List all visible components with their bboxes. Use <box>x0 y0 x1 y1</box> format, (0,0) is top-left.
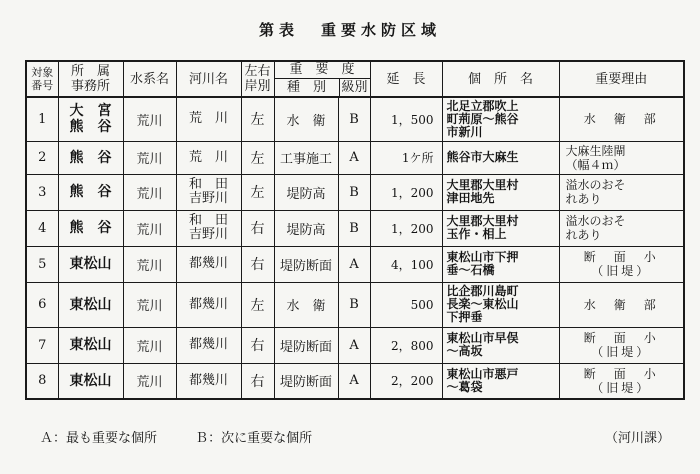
cell-reason-line: 水 衛 部 <box>583 297 659 312</box>
cell-length: 2，800 <box>370 327 442 363</box>
cell-reason <box>559 141 684 174</box>
header-office: 所 属 事務所 <box>58 61 123 97</box>
header-location: 個 所 名 <box>442 61 559 97</box>
cell-office-line: 熊 谷 <box>69 220 112 236</box>
cell-office-line: 熊 谷 <box>69 149 112 166</box>
cell-num: 1 <box>26 97 58 141</box>
cell-kind: 堤防断面 <box>274 246 338 282</box>
cell-location-line: 熊谷市大麻生 <box>446 150 519 164</box>
source-note: （河川課） <box>604 431 670 446</box>
cell-length: 4，100 <box>370 246 442 282</box>
cell-location-line: 大里郡大里村 <box>446 214 519 228</box>
header-river: 河川名 <box>176 61 241 97</box>
cell-side: 右 <box>241 327 274 363</box>
cell-office-line: 熊 谷 <box>69 119 112 136</box>
cell-location-line: 東松山市悪戸 <box>446 366 519 381</box>
cell-river-line: 都幾川 <box>188 372 228 388</box>
cell-office <box>58 141 123 174</box>
legend <box>40 427 346 446</box>
cell-office <box>58 246 123 282</box>
cell-reason-line: れあり <box>565 228 602 242</box>
cell-side: 左 <box>241 174 274 210</box>
cell-level: A <box>338 363 370 399</box>
cell-river <box>176 363 241 399</box>
cell-location-line: 東松山市下押 <box>446 250 519 264</box>
cell-location <box>442 246 559 282</box>
cell-location-line: 比企郡川島町 <box>446 284 519 298</box>
cell-reason <box>559 327 684 363</box>
table-row <box>26 363 684 399</box>
cell-reason-line: （幅４ｍ） <box>565 157 626 172</box>
cell-kind: 水 衛 <box>274 282 338 327</box>
cell-location-line: 津田地先 <box>446 191 495 205</box>
cell-river <box>176 141 241 174</box>
cell-level: B <box>338 282 370 327</box>
cell-reason-line: （旧堤） <box>591 345 652 359</box>
cell-river <box>176 327 241 363</box>
title-part1: 第表 <box>258 21 299 39</box>
cell-water-system: 荒川 <box>123 210 176 246</box>
cell-reason-line: れあり <box>565 192 602 206</box>
cell-kind: 堤防高 <box>274 174 338 210</box>
table-row <box>26 282 684 327</box>
cell-location-line: 町荊原～熊谷 <box>446 111 519 126</box>
table-row <box>26 174 684 210</box>
cell-river-line: 和 田 <box>188 177 228 192</box>
cell-river-line: 吉野川 <box>188 191 228 206</box>
cell-office-line: 東松山 <box>69 372 112 389</box>
cell-location-line: 玉作・相上 <box>446 227 507 241</box>
cell-reason <box>559 282 684 327</box>
cell-river <box>176 174 241 210</box>
cell-office-line: 東松山 <box>69 296 112 313</box>
header-side: 左右 岸別 <box>241 61 274 97</box>
cell-office-line: 東松山 <box>69 256 112 272</box>
table-row <box>26 246 684 282</box>
cell-length: 1，200 <box>370 174 442 210</box>
cell-water-system: 荒川 <box>123 363 176 399</box>
cell-side: 右 <box>241 246 274 282</box>
table-body <box>26 97 684 399</box>
flood-control-table <box>25 60 685 400</box>
cell-kind: 工事施工 <box>274 141 338 174</box>
cell-office <box>58 174 123 210</box>
cell-water-system: 荒川 <box>123 282 176 327</box>
cell-side: 左 <box>241 282 274 327</box>
cell-river-line: 吉野川 <box>188 227 228 242</box>
cell-num: 3 <box>26 174 58 210</box>
header-level: 級別 <box>341 80 368 95</box>
cell-location-line: 東松山市早俣 <box>446 331 519 345</box>
cell-reason-line: 断 面 小 <box>583 366 659 381</box>
table-row <box>26 210 684 246</box>
cell-location-line: 北足立郡吹上 <box>446 98 519 113</box>
cell-num: 7 <box>26 327 58 363</box>
cell-location <box>442 141 559 174</box>
cell-length: 500 <box>370 282 442 327</box>
cell-river-line: 都幾川 <box>188 256 228 271</box>
cell-location <box>442 363 559 399</box>
cell-length: 2，200 <box>370 363 442 399</box>
cell-office <box>58 210 123 246</box>
cell-reason <box>559 174 684 210</box>
cell-length: 1ケ所 <box>370 141 442 174</box>
legend-b: Ｂ：次に重要な個所 <box>195 431 313 446</box>
cell-side: 左 <box>241 141 274 174</box>
cell-reason-line: 溢水のおそ <box>565 214 626 228</box>
cell-side: 右 <box>241 363 274 399</box>
legend-a: Ａ：最も重要な個所 <box>40 431 158 446</box>
table-row <box>26 141 684 174</box>
cell-level: A <box>338 246 370 282</box>
cell-river-line: 和 田 <box>188 213 228 228</box>
cell-kind: 堤防断面 <box>274 327 338 363</box>
cell-reason-line: 大麻生陸閘 <box>565 143 626 158</box>
cell-side: 左 <box>241 97 274 141</box>
cell-reason-line: （旧堤） <box>591 264 652 278</box>
cell-location-line: 垂～石橋 <box>446 263 495 277</box>
header-length: 延 長 <box>370 61 442 97</box>
cell-num: 5 <box>26 246 58 282</box>
cell-water-system: 荒川 <box>123 141 176 174</box>
cell-office <box>58 363 123 399</box>
cell-reason <box>559 246 684 282</box>
cell-location <box>442 174 559 210</box>
cell-reason-line: （旧堤） <box>591 380 652 395</box>
cell-num: 8 <box>26 363 58 399</box>
cell-location-line: 大里郡大里村 <box>446 178 519 192</box>
cell-kind: 堤防断面 <box>274 363 338 399</box>
cell-level: A <box>338 141 370 174</box>
cell-office-line: 東松山 <box>69 337 112 353</box>
cell-level: A <box>338 327 370 363</box>
header-kind: 種 別 <box>275 79 340 96</box>
cell-river-line: 都幾川 <box>188 296 228 312</box>
cell-kind: 水 衛 <box>274 97 338 141</box>
cell-office <box>58 97 123 141</box>
cell-river <box>176 246 241 282</box>
cell-num: 2 <box>26 141 58 174</box>
cell-river <box>176 210 241 246</box>
cell-office-line: 熊 谷 <box>69 184 112 200</box>
cell-reason <box>559 210 684 246</box>
cell-reason <box>559 363 684 399</box>
cell-location-line: 長楽～東松山 <box>446 297 519 311</box>
cell-river-line: 荒 川 <box>188 111 228 127</box>
header-importance-label: 重 要 度 <box>275 62 370 79</box>
cell-location <box>442 97 559 141</box>
cell-water-system: 荒川 <box>123 97 176 141</box>
cell-reason-line: 断 面 小 <box>583 250 659 264</box>
cell-kind: 堤防高 <box>274 210 338 246</box>
cell-location <box>442 327 559 363</box>
cell-river <box>176 97 241 141</box>
header-importance <box>274 61 370 97</box>
cell-location-line: ～葛袋 <box>446 379 483 394</box>
cell-location-line: ～高坂 <box>446 344 483 358</box>
cell-reason-line: 断 面 小 <box>583 331 659 345</box>
cell-location-line: 下押垂 <box>446 310 483 324</box>
header-water-system: 水系名 <box>123 61 176 97</box>
cell-reason-line: 水 衛 部 <box>583 112 659 127</box>
cell-location <box>442 282 559 327</box>
page-title <box>0 19 700 40</box>
cell-level: B <box>338 97 370 141</box>
header-num: 対象 番号 <box>26 61 58 97</box>
cell-water-system: 荒川 <box>123 174 176 210</box>
cell-office <box>58 282 123 327</box>
cell-location <box>442 210 559 246</box>
cell-length: 1，500 <box>370 97 442 141</box>
table-row <box>26 327 684 363</box>
cell-water-system: 荒川 <box>123 246 176 282</box>
cell-reason <box>559 97 684 141</box>
cell-reason-line: 溢水のおそ <box>565 178 626 192</box>
cell-num: 6 <box>26 282 58 327</box>
cell-river-line: 荒 川 <box>188 149 228 165</box>
cell-office <box>58 327 123 363</box>
cell-location-line: 市新川 <box>446 124 483 139</box>
header-reason: 重要理由 <box>559 61 684 97</box>
cell-office-line: 大 宮 <box>69 103 112 120</box>
title-part2: 重要水防区域 <box>321 21 442 39</box>
cell-river <box>176 282 241 327</box>
cell-level: B <box>338 210 370 246</box>
table-row <box>26 97 684 141</box>
cell-water-system: 荒川 <box>123 327 176 363</box>
cell-river-line: 都幾川 <box>188 337 228 352</box>
cell-level: B <box>338 174 370 210</box>
cell-side: 右 <box>241 210 274 246</box>
cell-length: 1，200 <box>370 210 442 246</box>
cell-num: 4 <box>26 210 58 246</box>
